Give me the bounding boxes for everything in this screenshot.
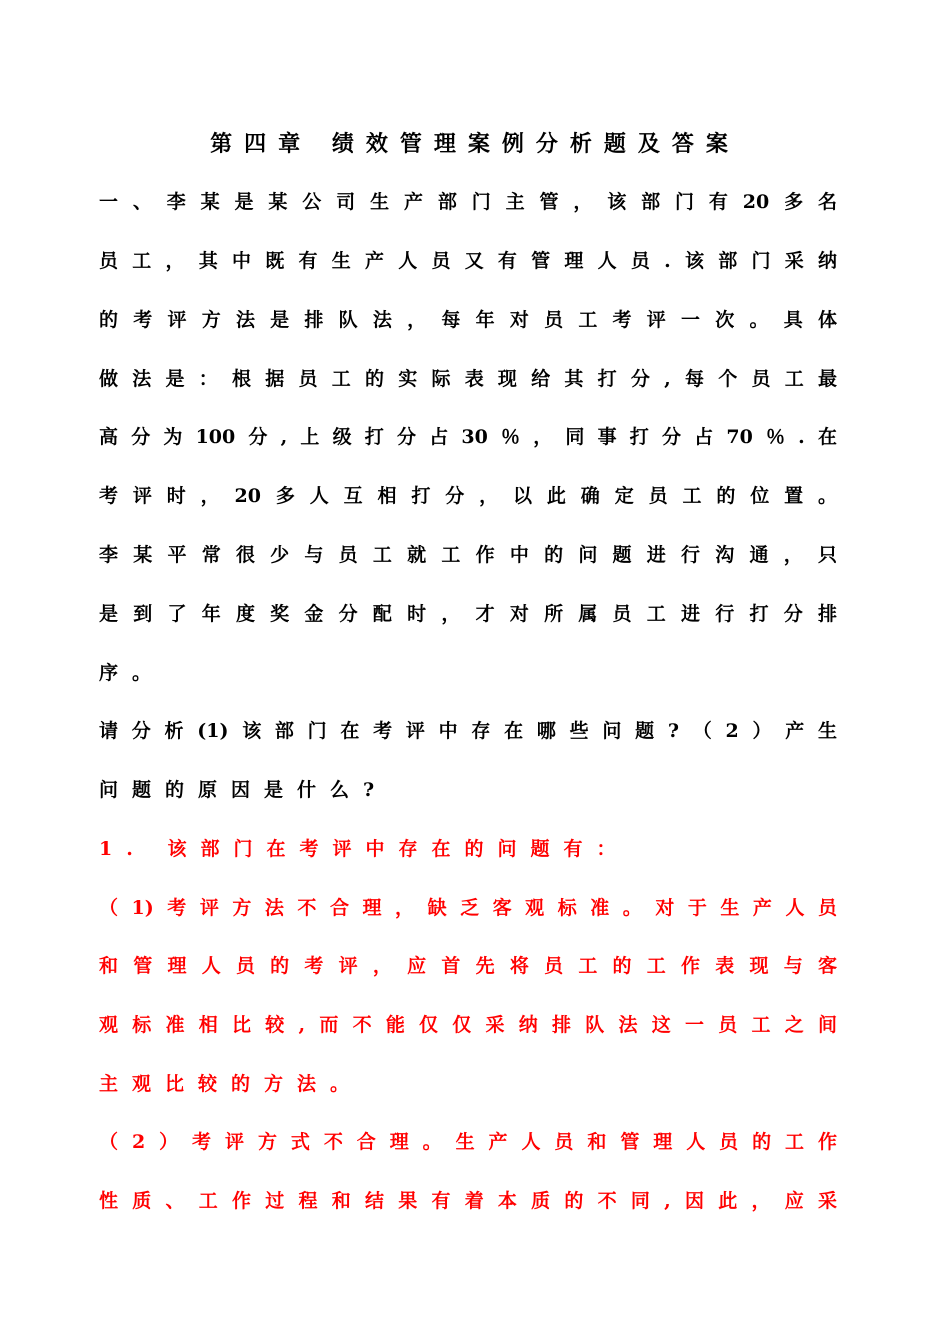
answer-line: 和管理人员的考评，应首先将员工的工作表现与客 (99, 955, 837, 977)
answer-line: （1)考评方法不合理，缺乏客观标准。对于生产人员 (99, 897, 837, 919)
question-line: 是到了年度奖金分配时，才对所属员工进行打分排 (99, 603, 837, 625)
question-line: 李某平常很少与员工就工作中的问题进行沟通，只 (99, 544, 837, 566)
question-line: 做法是：根据员工的实际表现给其打分,每个员工最 (99, 368, 837, 390)
question-line: 员工，其中既有生产人员又有管理人员.该部门采纳 (99, 250, 837, 272)
prompt-line: 问题的原因是什么? (99, 779, 389, 801)
answer-line: 观标准相比较,而不能仅仅采纳排队法这一员工之间 (99, 1014, 837, 1036)
question-line: 序。 (99, 662, 166, 684)
answer-line: （2）考评方式不合理。生产人员和管理人员的工作 (99, 1131, 837, 1153)
question-line: 高分为100分,上级打分占30％，同事打分占70％.在 (99, 426, 837, 448)
page-title: 第四章 绩效管理案例分析题及答案 (210, 131, 740, 157)
answer-line: 性质、工作过程和结果有着本质的不同,因此，应采 (99, 1190, 837, 1212)
question-line: 的考评方法是排队法，每年对员工考评一次。具体 (99, 309, 837, 331)
question-line: 考评时，20多人互相打分，以此确定员工的位置。 (99, 485, 837, 507)
question-line: 一、李某是某公司生产部门主管，该部门有20多名 (99, 191, 837, 213)
answer-heading: 1. 该部门在考评中存在的问题有： (99, 838, 630, 860)
answer-line: 主观比较的方法。 (99, 1073, 364, 1095)
prompt-line: 请分析(1)该部门在考评中存在哪些问题?（2）产生 (99, 720, 837, 742)
